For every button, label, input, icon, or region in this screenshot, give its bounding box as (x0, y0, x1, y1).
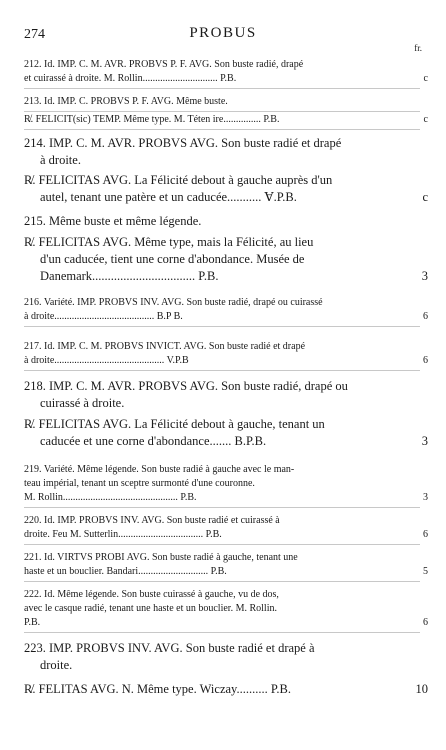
entry-line: R̸. FELITAS AVG. N. Même type. Wiczay.......... P.B. (24, 682, 292, 696)
entry-line: haste et un bouclier. Bandari............................ P.B. (24, 566, 227, 577)
value-rating: 5 (423, 566, 428, 577)
entry-divider (24, 632, 420, 633)
entry-line: et cuirassé à droite. M. Rollin.............................. P.B. (24, 73, 237, 84)
value-rating: 10 (415, 682, 428, 696)
entry-line: 217. Id. IMP. C. M. PROBVS INVICT. AVG. Son buste radié et drapé (24, 341, 306, 352)
entry-line: à droite............................................ V.P.B (24, 355, 189, 366)
value-rating: 3 (421, 269, 428, 283)
entry-line: R̸. FELICITAS AVG. Même type, mais la Félicité, au lieu (24, 235, 314, 249)
entry-line: d'un caducée, tient une corne d'abondance. Musée de (40, 252, 305, 266)
value-rating: c (423, 114, 428, 125)
entry-line: droite. (40, 658, 73, 672)
value-rating: 6 (423, 529, 428, 540)
entry-line: autel, tenant une patère et un caducée........... Ɐ.P.B. (40, 190, 297, 204)
entry-line: P.B. (24, 617, 41, 628)
value-rating: c (422, 190, 428, 204)
entry-line: à droite........................................ B.P B. (24, 311, 183, 322)
entry-line: 220. Id. IMP. PROBVS INV. AVG. Son buste radié et cuirassé à (24, 515, 280, 526)
entry-line: 214. IMP. C. M. AVR. PROBVS AVG. Son buste radié et drapé (24, 136, 342, 150)
entry-divider (24, 129, 420, 130)
value-rating: 3 (421, 434, 428, 448)
entry-line: 218. IMP. C. M. AVR. PROBVS AVG. Son buste radié, drapé ou (24, 379, 348, 393)
entry-divider (24, 507, 420, 508)
entry-line: M. Rollin.............................................. P.B. (24, 492, 197, 503)
value-rating: 6 (423, 355, 428, 366)
entry-line: 213. Id. IMP. C. PROBVS P. F. AVG. Même buste. (24, 96, 228, 107)
entry-line: 219. Variété. Même légende. Son buste radié à gauche avec le man- (24, 464, 295, 475)
entry-line: teau impérial, tenant un sceptre surmonté d'une couronne. (24, 478, 255, 489)
value-rating: 6 (423, 311, 428, 322)
running-title: PROBUS (189, 25, 257, 41)
entry-line: Danemark................................. P.B. (40, 269, 219, 283)
entry-divider (24, 581, 420, 582)
entry-line: 212. Id. IMP. C. M. AVR. PROBVS P. F. AVG. Son buste radié, drapé (24, 59, 304, 70)
entry-divider (24, 370, 420, 371)
entry-line: 223. IMP. PROBVS INV. AVG. Son buste radié et drapé à (24, 641, 315, 655)
entry-divider (24, 111, 420, 112)
entry-line: 216. Variété. IMP. PROBVS INV. AVG. Son buste radié, drapé ou cuirassé (24, 297, 323, 308)
entry-divider (24, 544, 420, 545)
value-rating: 6 (423, 617, 428, 628)
value-column-heading: fr. (414, 43, 422, 53)
entry-line: cuirassé à droite. (40, 396, 125, 410)
entry-divider (24, 88, 420, 89)
entry-line: R̸. FELICITAS AVG. La Félicité debout à gauche, tenant un (24, 417, 325, 431)
entry-line: caducée et une corne d'abondance....... B.P.B. (40, 434, 267, 448)
value-rating: 3 (423, 492, 428, 503)
running-header (0, 25, 446, 53)
entry-line: R̸. FELICIT(sic) TEMP. Même type. M. Téten ire............... P.B. (24, 114, 280, 125)
entry-divider (24, 326, 420, 327)
entry-line: droite. Feu M. Sutterlin.................................. P.B. (24, 529, 222, 540)
entry-line: 222. Id. Même légende. Son buste cuirassé à gauche, vu de dos, (24, 589, 279, 600)
value-rating: c (423, 73, 428, 84)
entry-line: 215. Même buste et même légende. (24, 214, 202, 228)
entry-line: 221. Id. VIRTVS PROBI AVG. Son buste radié à gauche, tenant une (24, 552, 298, 563)
entry-line: à droite. (40, 153, 81, 167)
page-number: 274 (24, 27, 45, 42)
entry-line: avec le casque radié, tenant une haste et un bouclier. M. Rollin. (24, 603, 277, 614)
entry-line: R̸. FELICITAS AVG. La Félicité debout à gauche auprès d'un (24, 173, 333, 187)
